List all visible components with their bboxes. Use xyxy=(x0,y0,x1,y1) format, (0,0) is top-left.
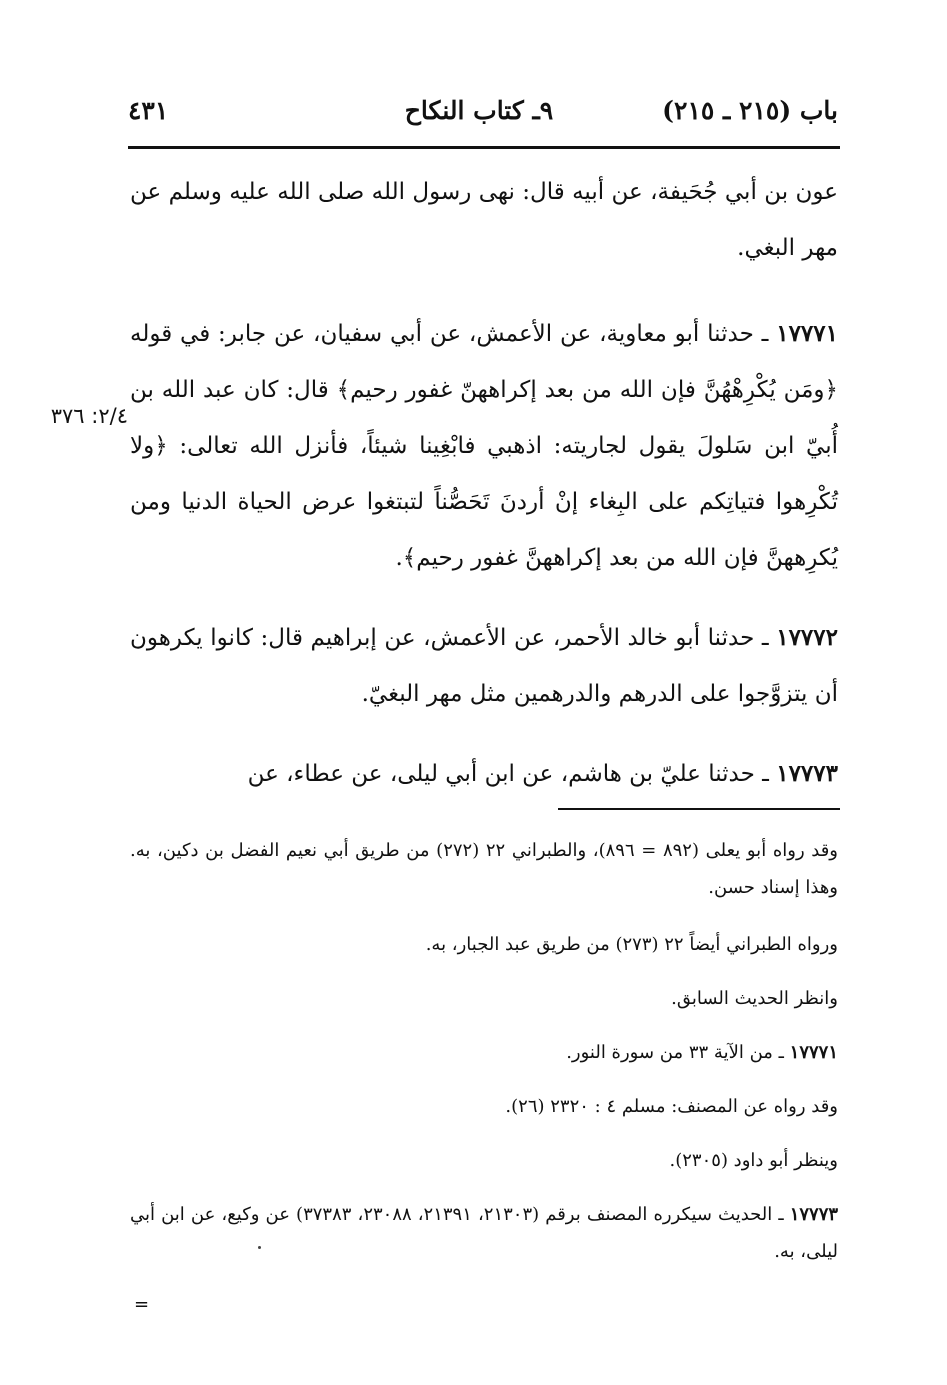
hadith-text: ـ حدثنا عليّ بن هاشم، عن ابن أبي ليلى، عن عطاء، عن xyxy=(247,761,769,787)
stray-dot xyxy=(258,1246,261,1249)
footnote: وانظر الحديث السابق. xyxy=(671,988,838,1009)
hadith-number: ١٧٧٧٣ xyxy=(776,760,838,787)
main-text xyxy=(130,164,838,826)
footnote-text: ـ الحديث سيكرره المصنف برقم (٢١٣٠٣، ٢١٣٩١، ٢٣٠٨٨، ٣٧٣٨٣) عن وكيع، عن ابن أبي ليلى، به. xyxy=(130,1204,838,1262)
header-divider xyxy=(128,146,840,149)
hadith-number: ١٧٧٧١ xyxy=(776,320,838,347)
footnote xyxy=(130,1196,838,1270)
margin-reference: ٢/٤: ٣٧٦ xyxy=(50,404,128,428)
footnote: وقد رواه أبو يعلى (٨٩٢ = ٨٩٦)، والطبراني ٢٢ (٢٧٢) من طريق أبي نعيم الفضل بن دكين، به. وهذا إسناد حسن. xyxy=(130,840,838,898)
hadith-paragraph xyxy=(130,746,838,802)
hadith-paragraph xyxy=(130,610,838,722)
chapter-range: باب (٢١٥ ـ ٢١٥) xyxy=(662,96,838,125)
footnote xyxy=(130,1034,838,1071)
footnote-divider xyxy=(558,808,840,810)
footnote: ورواه الطبراني أيضاً ٢٢ (٢٧٣) من طريق عبد الجبار، به. xyxy=(425,934,838,955)
hadith-number: ١٧٧٧٢ xyxy=(776,624,838,651)
footnote: وينظر أبو داود (٢٣٠٥). xyxy=(669,1150,838,1171)
book-title: ٩ـ كتاب النكاح xyxy=(404,96,554,125)
hadith-paragraph xyxy=(130,306,838,586)
footnote-text: ـ من الآية ٣٣ من سورة النور. xyxy=(566,1042,784,1063)
hadith-text: ـ حدثنا أبو خالد الأحمر، عن الأعمش، عن إبراهيم قال: كانوا يكرهون أن يتزوَّجوا على الدرهم والدرهمين مثل مهر البغيّ. xyxy=(130,625,838,707)
continuation-mark: = xyxy=(134,1294,150,1315)
footnote: وقد رواه عن المصنف: مسلم ٤ : ٢٣٢٠ (٢٦). xyxy=(505,1096,838,1117)
running-header xyxy=(120,88,838,136)
continuation-paragraph: عون بن أبي جُحَيفة، عن أبيه قال: نهى رسول الله صلى الله عليه وسلم عن مهر البغي. xyxy=(130,179,838,261)
hadith-text: ـ حدثنا أبو معاوية، عن الأعمش، عن أبي سفيان، عن جابر: في قوله ﴿ومَن يُكْرِهْهُنَّ فإن الله من بعد إكراههنّ غفور رحيم﴾ قال: كان عبد الله بن أُبيّ ابن سَلولَ يقول لجاريته: اذهبي فابْغِينا شيئاً، فأنزل الله تعالى: ﴿ولا تُكْرِهوا فتياتِكم على البِغاء إنْ أردنَ تَحَصُّناً لتبتغوا عرض الحياة الدنيا ومن يُكرِههنَّ فإن الله من بعد إكراههنَّ غفور رحيم﴾. xyxy=(130,321,839,571)
page-number: ٤٣١ xyxy=(128,96,169,125)
footnote-number: ١٧٧٧٣ xyxy=(789,1204,839,1225)
footnotes xyxy=(130,832,838,1290)
footnote-number: ١٧٧٧١ xyxy=(789,1042,838,1063)
